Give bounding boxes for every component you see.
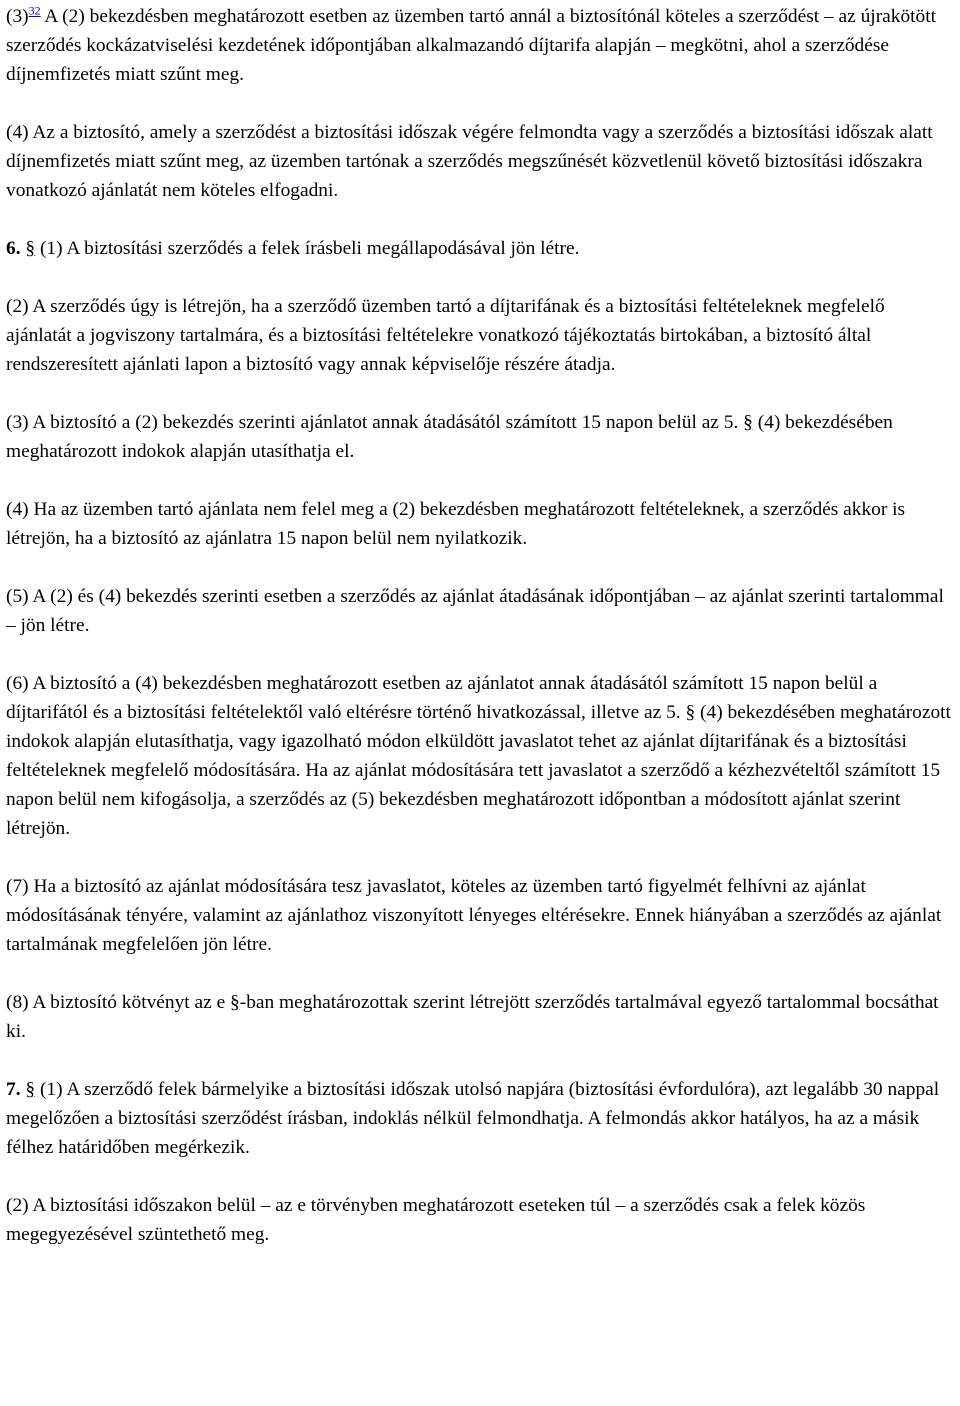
section-symbol: § [743,412,753,433]
section-6-paragraph-2: (2) A szerződés úgy is létrejön, ha a szerződő üzemben tartó a díjtarifának és a biztosítási feltételeknek megfelelő ajánlatát a jogviszony tartalmára, és a biztosítási feltételekre vonatkozó tájékoztatás birtokában, a biztosító által rendszeresített ajánlati lapon a biztosító vagy annak képviselője részére átadja. [6,296,885,375]
paragraph-text-after: -ban meghatározottak szerint létrejött szerződés tartalmával egyező tartalommal bocsáthat ki. [6,992,939,1042]
section-symbol: § [25,1079,36,1100]
paragraph-text-after: (4) bekezdésében meghatározott indokok alapján elutasíthatja, vagy igazolható módon elküldött javaslatot tehet az ajánlat díjtarifának és a biztosítási feltételeknek megfelelő módosítására. Ha az ajánlat módosítására tett javaslatot a szerződő a kézhezvételtől számított 15 napon belül nem kifogásolja, a szerződés az (5) bekezdésben meghatározott időpontban a módosított ajánlat szerint létrejön. [6,702,951,839]
section-7-paragraph-1 [6,1075,954,1162]
section-6-paragraph-5: (5) A (2) és (4) bekezdés szerinti esetben a szerződés az ajánlat átadásának időpontjában – az ajánlat szerinti tartalommal – jön létre. [6,586,944,636]
paragraph-text: (1) A szerződő felek bármelyike a biztosítási időszak utolsó napjára (biztosítási évfordulóra), azt legalább 30 nappal megelőzően a biztosítási szerződést írásban, indoklás nélkül felmondhatja. A felmondás akkor hatályos, ha az a másik félhez határidőben megérkezik. [6,1079,940,1158]
footnote-ref[interactable] [29,4,41,18]
section-7-paragraph-2: (2) A biztosítási időszakon belül – az e törvényben meghatározott eseteken túl – a szerződés csak a felek közös megegyezésével szüntethető meg. [6,1195,866,1245]
paragraph-text: (1) A biztosítási szerződés a felek írásbeli megállapodásával jön létre. [35,238,580,259]
section-6-paragraph-6 [6,669,954,843]
paragraph-text: A (2) bekezdésben meghatározott esetben az üzemben tartó annál a biztosítónál köteles a szerződést – az újrakötött szerződés kockázatviselési kezdetének időpontjában alkalmazandó díjtarifa alapján – megkötni, ahol a szerződése díjnemfizetés miatt szűnt meg. [6,6,937,85]
paragraph-text-before: (6) A biztosító a (4) bekezdésben meghatározott esetben az ajánlatot annak átadásától számított 15 napon belül a díjtarifától és a biztosítási feltételektől való eltérésre történő hivatkozással, illetve az 5. [6,673,878,723]
section-symbol: § [230,992,240,1013]
section-number: 6. [6,238,21,259]
paragraph-3-4: (4) Az a biztosító, amely a szerződést a biztosítási időszak végére felmondta vagy a szerződés a biztosítási időszak alatt díjnemfizetés miatt szűnt meg, az üzemben tartónak a szerződés megszűnését közvetlenül követő biztosítási időszakra vonatkozó ajánlatát nem köteles elfogadni. [6,122,933,201]
section-symbol: § [685,702,696,723]
section-6-paragraph-3 [6,408,954,466]
paragraph-text-before: (8) A biztosító kötvényt az e [6,992,231,1013]
section-6-paragraph-1 [6,234,954,263]
section-6-paragraph-8 [6,988,954,1046]
paragraph-text-after: (4) bekezdésében meghatározott indokok alapján utasíthatja el. [6,412,893,462]
section-symbol: § [25,238,36,259]
section-number: 7. [6,1079,21,1100]
paragraph-text-before: (3) A biztosító a (2) bekezdés szerinti ajánlatot annak átadásától számított 15 napon belül az 5. [6,412,744,433]
section-6-paragraph-4: (4) Ha az üzemben tartó ajánlata nem felel meg a (2) bekezdésben meghatározott feltételeknek, a szerződés akkor is létrejön, ha a biztosító az ajánlatra 15 napon belül nem nyilatkozik. [6,499,906,549]
section-6-paragraph-7: (7) Ha a biztosító az ajánlat módosítására tesz javaslatot, köteles az üzemben tartó figyelmét felhívni az ajánlat módosításának tényére, valamint az ajánlathoz viszonyított lényeges eltérésekre. Ennek hiányában a szerződés az ajánlat tartalmának megfelelően jön létre. [6,876,942,955]
paragraph-label: (3) [6,6,29,27]
footnote-link[interactable]: 32 [28,3,41,18]
paragraph-3-3 [6,2,954,89]
